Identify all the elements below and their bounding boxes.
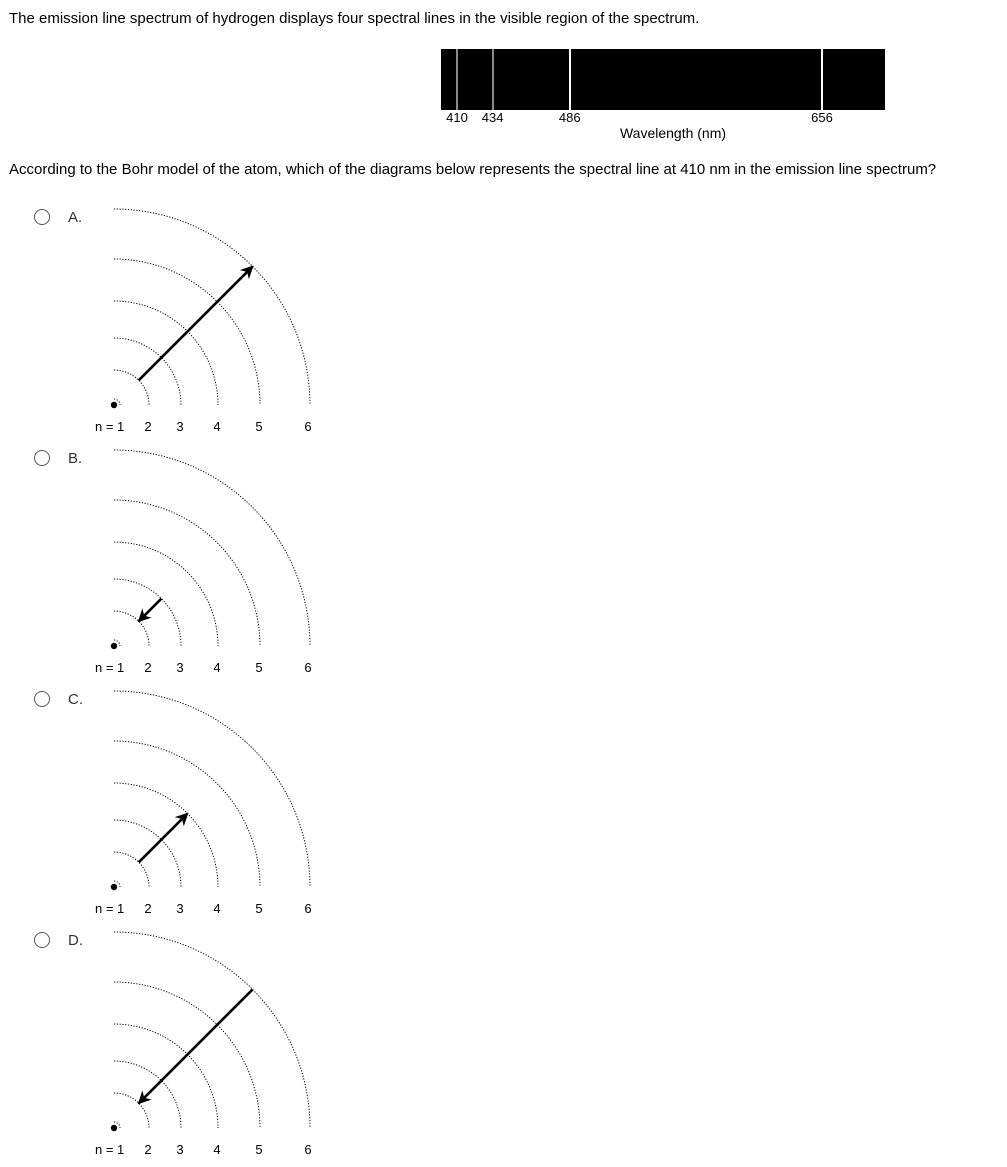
orbit-label-6: 6: [304, 901, 312, 916]
orbit-label-6: 6: [304, 1142, 312, 1157]
orbit-label-1: n = 1: [95, 1142, 125, 1157]
orbit-label-1: n = 1: [95, 419, 125, 434]
bohr-diagram-a: [0, 203, 340, 444]
orbit-label-5: 5: [255, 901, 263, 916]
orbit-label-6: 6: [304, 660, 312, 675]
orbit-label-2: 2: [144, 1142, 152, 1157]
option-a-letter: A.: [68, 209, 83, 226]
orbit-n5: [114, 500, 260, 646]
spectral-line-486: [569, 49, 571, 110]
option-d[interactable]: [0, 926, 340, 1167]
nucleus: [111, 643, 117, 649]
nucleus: [111, 1125, 117, 1131]
orbit-label-1: n = 1: [95, 660, 125, 675]
question-text: According to the Bohr model of the atom, which of the diagrams below represents the spectral line at 410 nm in the emission line spectrum?: [9, 161, 937, 178]
tick-label-410: 410: [446, 110, 468, 125]
spectral-line-434: [492, 49, 494, 110]
bohr-diagram-b: [0, 444, 340, 685]
option-c[interactable]: [0, 685, 340, 926]
bohr-diagram-c: [0, 685, 340, 926]
orbit-label-4: 4: [213, 660, 221, 675]
orbit-label-4: 4: [213, 901, 221, 916]
option-b[interactable]: [0, 444, 340, 685]
orbit-label-4: 4: [213, 1142, 221, 1157]
orbit-label-3: 3: [176, 419, 184, 434]
orbit-label-5: 5: [255, 1142, 263, 1157]
intro-text: The emission line spectrum of hydrogen displays four spectral lines in the visible region of the spectrum.: [9, 10, 700, 27]
tick-label-434: 434: [481, 110, 504, 125]
orbit-label-4: 4: [213, 419, 221, 434]
wavelength-axis-label: Wavelength (nm): [619, 125, 727, 141]
orbit-label-5: 5: [255, 419, 263, 434]
tick-label-486: 486: [558, 110, 581, 125]
orbit-label-3: 3: [176, 660, 184, 675]
orbit-label-3: 3: [176, 901, 184, 916]
nucleus: [111, 402, 117, 408]
transition-arrow: [139, 599, 162, 622]
spectral-line-410: [456, 49, 458, 110]
spectral-line-656: [821, 49, 823, 110]
orbit-label-3: 3: [176, 1142, 184, 1157]
orbit-label-5: 5: [255, 660, 263, 675]
orbit-label-2: 2: [144, 419, 152, 434]
option-d-letter: D.: [68, 932, 83, 949]
transition-arrow: [139, 814, 188, 863]
option-c-letter: C.: [68, 691, 83, 708]
nucleus: [111, 884, 117, 890]
orbit-n4: [114, 542, 218, 646]
option-a[interactable]: [0, 203, 340, 444]
orbit-label-2: 2: [144, 901, 152, 916]
tick-label-656: 656: [811, 110, 833, 125]
bohr-diagram-d: [0, 926, 340, 1167]
option-b-letter: B.: [68, 450, 83, 467]
orbit-label-1: n = 1: [95, 901, 125, 916]
emission-spectrum-bar: [441, 49, 885, 110]
orbit-label-2: 2: [144, 660, 152, 675]
orbit-label-6: 6: [304, 419, 312, 434]
